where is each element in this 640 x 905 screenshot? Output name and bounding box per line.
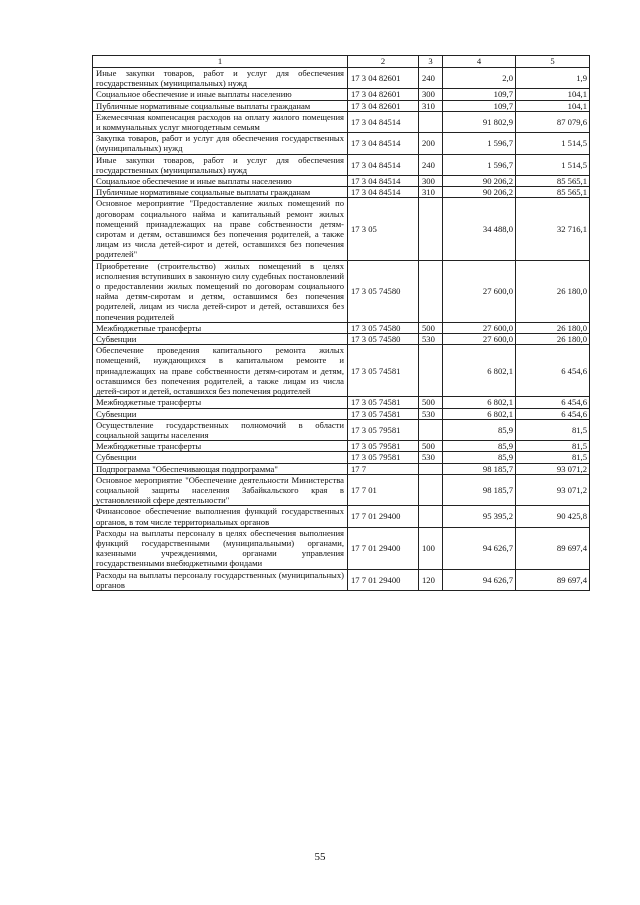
row-name-cell: Расходы на выплаты персоналу в целях обеспечения выполнения функций государственными (муниципальными) органами, казенными учреждениями, органами управления государственными внебюджетными фондами (93, 527, 348, 569)
row-name-cell: Осуществление государственных полномочий в области социальной защиты населения (93, 419, 348, 440)
row-type-cell: 500 (419, 322, 443, 333)
table-body (93, 56, 590, 591)
table-row (93, 322, 590, 333)
row-code-cell: 17 7 01 29400 (348, 569, 419, 590)
row-value-col4-cell: 85,9 (443, 441, 516, 452)
row-type-cell: 200 (419, 133, 443, 154)
row-name-cell: Социальное обеспечение и иные выплаты населению (93, 89, 348, 100)
row-value-col5-cell: 26 180,0 (516, 334, 590, 345)
table-row (93, 463, 590, 474)
row-value-col4-cell: 6 802,1 (443, 345, 516, 397)
row-value-col4-cell: 91 802,9 (443, 111, 516, 132)
header-cell-2: 2 (348, 56, 419, 68)
table-row (93, 111, 590, 132)
row-type-cell (419, 463, 443, 474)
table-row (93, 187, 590, 198)
row-code-cell: 17 3 05 74580 (348, 260, 419, 322)
row-value-col5-cell: 6 454,6 (516, 345, 590, 397)
row-value-col5-cell: 1,9 (516, 68, 590, 89)
row-name-cell: Подпрограмма "Обеспечивающая подпрограмма" (93, 463, 348, 474)
row-name-cell: Обеспечение проведения капитального ремонта жилых помещений, нуждающихся в капитальном ремонте и принадлежащих на праве собственности детям-сиротам и детям, оставшимся без попечения родителей, а также лицам из числа детей-сирот и детей, оставшихся без попечения родителей (93, 345, 348, 397)
row-code-cell: 17 3 04 84514 (348, 133, 419, 154)
table-row (93, 419, 590, 440)
row-code-cell: 17 7 (348, 463, 419, 474)
row-value-col4-cell: 98 185,7 (443, 474, 516, 506)
row-code-cell: 17 3 05 74580 (348, 322, 419, 333)
row-value-col5-cell: 32 716,1 (516, 198, 590, 260)
row-name-cell: Ежемесячная компенсация расходов на оплату жилого помещения и коммунальных услуг многодетным семьям (93, 111, 348, 132)
table-row (93, 133, 590, 154)
row-value-col5-cell: 93 071,2 (516, 463, 590, 474)
row-value-col4-cell: 109,7 (443, 89, 516, 100)
row-value-col4-cell: 6 802,1 (443, 397, 516, 408)
row-value-col4-cell: 85,9 (443, 452, 516, 463)
row-type-cell (419, 198, 443, 260)
header-cell-3: 3 (419, 56, 443, 68)
row-name-cell: Публичные нормативные социальные выплаты гражданам (93, 187, 348, 198)
row-type-cell (419, 111, 443, 132)
row-name-cell: Закупка товаров, работ и услуг для обеспечения государственных (муниципальных) нужд (93, 133, 348, 154)
table-row (93, 506, 590, 527)
row-value-col5-cell: 89 697,4 (516, 527, 590, 569)
row-value-col4-cell: 95 395,2 (443, 506, 516, 527)
row-value-col5-cell: 81,5 (516, 452, 590, 463)
row-code-cell: 17 7 01 29400 (348, 527, 419, 569)
row-name-cell: Субвенции (93, 408, 348, 419)
budget-table (92, 55, 590, 591)
row-type-cell: 500 (419, 441, 443, 452)
table-row (93, 260, 590, 322)
table-row (93, 198, 590, 260)
row-value-col4-cell: 94 626,7 (443, 527, 516, 569)
row-type-cell (419, 474, 443, 506)
row-code-cell: 17 3 05 74580 (348, 334, 419, 345)
table-row (93, 441, 590, 452)
row-value-col5-cell: 81,5 (516, 419, 590, 440)
row-code-cell: 17 3 04 84514 (348, 111, 419, 132)
row-type-cell: 530 (419, 408, 443, 419)
row-value-col5-cell: 1 514,5 (516, 154, 590, 175)
row-value-col5-cell: 90 425,8 (516, 506, 590, 527)
row-code-cell: 17 3 05 74581 (348, 397, 419, 408)
header-cell-1: 1 (93, 56, 348, 68)
row-value-col5-cell: 104,1 (516, 89, 590, 100)
row-code-cell: 17 3 04 82601 (348, 89, 419, 100)
row-value-col4-cell: 34 488,0 (443, 198, 516, 260)
row-name-cell: Межбюджетные трансферты (93, 322, 348, 333)
table-row (93, 408, 590, 419)
row-value-col4-cell: 1 596,7 (443, 133, 516, 154)
table-row (93, 176, 590, 187)
row-value-col4-cell: 85,9 (443, 419, 516, 440)
table-row (93, 68, 590, 89)
row-name-cell: Публичные нормативные социальные выплаты гражданам (93, 100, 348, 111)
row-name-cell: Субвенции (93, 334, 348, 345)
table-row (93, 569, 590, 590)
row-value-col5-cell: 81,5 (516, 441, 590, 452)
row-name-cell: Приобретение (строительство) жилых помещений в целях исполнения вступивших в законную силу судебных постановлений о предоставлении жилых помещений по договорам социального найма детям-сиротам и детям, оставшимся без попечения родителей, лицам из числа детей-сирот и детей, оставшихся без попечения родителей (93, 260, 348, 322)
row-type-cell: 120 (419, 569, 443, 590)
row-value-col4-cell: 27 600,0 (443, 334, 516, 345)
row-name-cell: Социальное обеспечение и иные выплаты населению (93, 176, 348, 187)
row-value-col4-cell: 27 600,0 (443, 260, 516, 322)
row-type-cell: 240 (419, 154, 443, 175)
table-row (93, 527, 590, 569)
row-type-cell: 530 (419, 452, 443, 463)
row-code-cell: 17 3 04 82601 (348, 100, 419, 111)
row-type-cell: 310 (419, 100, 443, 111)
table-row (93, 345, 590, 397)
row-name-cell: Расходы на выплаты персоналу государственных (муниципальных) органов (93, 569, 348, 590)
row-value-col4-cell: 98 185,7 (443, 463, 516, 474)
row-value-col4-cell: 109,7 (443, 100, 516, 111)
row-value-col4-cell: 90 206,2 (443, 176, 516, 187)
row-code-cell: 17 3 05 74581 (348, 345, 419, 397)
row-value-col5-cell: 1 514,5 (516, 133, 590, 154)
row-code-cell: 17 3 04 84514 (348, 154, 419, 175)
row-code-cell: 17 3 05 (348, 198, 419, 260)
row-value-col4-cell: 27 600,0 (443, 322, 516, 333)
row-value-col5-cell: 89 697,4 (516, 569, 590, 590)
table-row (93, 89, 590, 100)
page-number: 55 (314, 851, 326, 863)
row-type-cell: 500 (419, 397, 443, 408)
table-row (93, 397, 590, 408)
row-name-cell: Иные закупки товаров, работ и услуг для обеспечения государственных (муниципальных) нужд (93, 68, 348, 89)
row-value-col4-cell: 1 596,7 (443, 154, 516, 175)
row-code-cell: 17 3 04 84514 (348, 187, 419, 198)
row-value-col5-cell: 26 180,0 (516, 322, 590, 333)
table-row (93, 334, 590, 345)
row-type-cell (419, 260, 443, 322)
row-value-col5-cell: 87 079,6 (516, 111, 590, 132)
row-name-cell: Межбюджетные трансферты (93, 441, 348, 452)
row-type-cell (419, 419, 443, 440)
row-name-cell: Основное мероприятие "Обеспечение деятельности Министерства социальной защиты населения Забайкальского края в установленной сфере деятельности" (93, 474, 348, 506)
header-cell-4: 4 (443, 56, 516, 68)
row-value-col5-cell: 26 180,0 (516, 260, 590, 322)
row-value-col4-cell: 90 206,2 (443, 187, 516, 198)
row-type-cell: 300 (419, 176, 443, 187)
row-type-cell: 240 (419, 68, 443, 89)
row-name-cell: Субвенции (93, 452, 348, 463)
row-value-col5-cell: 6 454,6 (516, 397, 590, 408)
table-row (93, 154, 590, 175)
table-row (93, 452, 590, 463)
row-name-cell: Финансовое обеспечение выполнения функций государственных органов, в том числе территориальных органов (93, 506, 348, 527)
row-value-col5-cell: 85 565,1 (516, 187, 590, 198)
row-type-cell: 310 (419, 187, 443, 198)
row-code-cell: 17 7 01 (348, 474, 419, 506)
row-code-cell: 17 3 04 82601 (348, 68, 419, 89)
row-code-cell: 17 3 05 79581 (348, 419, 419, 440)
row-type-cell: 530 (419, 334, 443, 345)
row-type-cell (419, 345, 443, 397)
row-code-cell: 17 3 04 84514 (348, 176, 419, 187)
row-value-col5-cell: 6 454,6 (516, 408, 590, 419)
row-name-cell: Межбюджетные трансферты (93, 397, 348, 408)
row-code-cell: 17 3 05 74581 (348, 408, 419, 419)
row-value-col4-cell: 94 626,7 (443, 569, 516, 590)
row-name-cell: Основное мероприятие "Предоставление жилых помещений по договорам социального найма и капитальный ремонт жилых помещений принадлежащих на праве собственности детям-сиротам и детям, оставшимся без попечения родителей, а также лицам из числа детей-сирот и детей, оставшихся без попечения родителей" (93, 198, 348, 260)
row-value-col5-cell: 93 071,2 (516, 474, 590, 506)
row-code-cell: 17 3 05 79581 (348, 452, 419, 463)
row-value-col5-cell: 85 565,1 (516, 176, 590, 187)
row-code-cell: 17 7 01 29400 (348, 506, 419, 527)
header-cell-5: 5 (516, 56, 590, 68)
row-type-cell (419, 506, 443, 527)
row-type-cell: 300 (419, 89, 443, 100)
row-value-col4-cell: 6 802,1 (443, 408, 516, 419)
table-row (93, 474, 590, 506)
header-row (93, 56, 590, 68)
table-row (93, 100, 590, 111)
row-type-cell: 100 (419, 527, 443, 569)
row-name-cell: Иные закупки товаров, работ и услуг для обеспечения государственных (муниципальных) нужд (93, 154, 348, 175)
row-value-col4-cell: 2,0 (443, 68, 516, 89)
row-value-col5-cell: 104,1 (516, 100, 590, 111)
row-code-cell: 17 3 05 79581 (348, 441, 419, 452)
